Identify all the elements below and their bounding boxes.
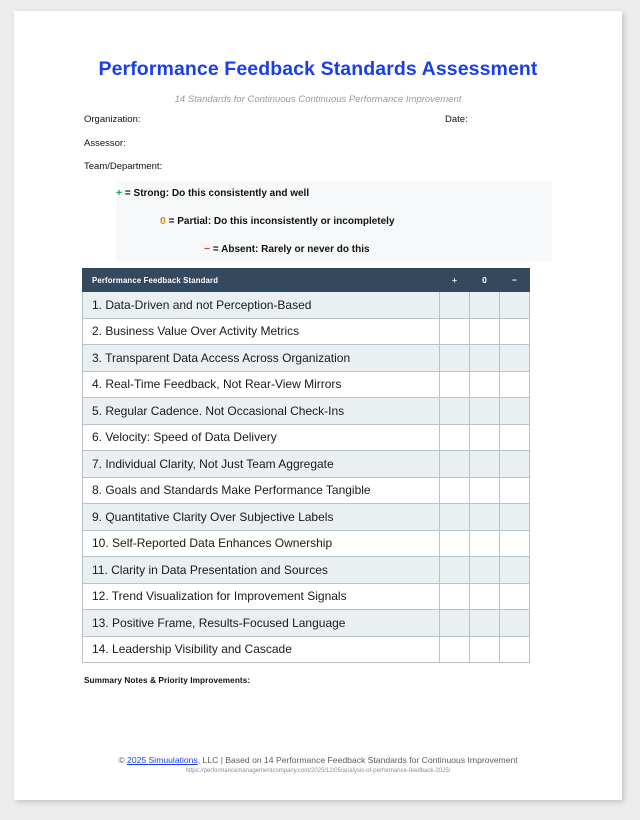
score-cell-absent[interactable] bbox=[500, 583, 530, 610]
standard-label: 8. Goals and Standards Make Performance Tangible bbox=[83, 477, 440, 504]
score-cell-absent[interactable] bbox=[500, 557, 530, 584]
strong-symbol-icon: + bbox=[116, 187, 123, 199]
score-cell-absent[interactable] bbox=[500, 398, 530, 425]
column-header-partial: 0 bbox=[470, 269, 500, 292]
score-cell-partial[interactable] bbox=[470, 530, 500, 557]
standard-label: 12. Trend Visualization for Improvement Signals bbox=[83, 583, 440, 610]
score-cell-partial[interactable] bbox=[470, 477, 500, 504]
table-row bbox=[83, 504, 530, 531]
standard-label: 3. Transparent Data Access Across Organization bbox=[83, 345, 440, 372]
score-cell-absent[interactable] bbox=[500, 424, 530, 451]
standard-label: 6. Velocity: Speed of Data Delivery bbox=[83, 424, 440, 451]
score-cell-partial[interactable] bbox=[470, 345, 500, 372]
table-row bbox=[83, 451, 530, 478]
score-cell-partial[interactable] bbox=[470, 610, 500, 637]
table-row bbox=[83, 477, 530, 504]
standard-label: 11. Clarity in Data Presentation and Sources bbox=[83, 557, 440, 584]
score-cell-strong[interactable] bbox=[440, 530, 470, 557]
score-cell-strong[interactable] bbox=[440, 451, 470, 478]
legend-item-strong bbox=[116, 187, 309, 199]
assessment-table bbox=[82, 268, 530, 663]
standard-label: 7. Individual Clarity, Not Just Team Aggregate bbox=[83, 451, 440, 478]
organization-label: Organization: bbox=[84, 114, 141, 125]
score-cell-absent[interactable] bbox=[500, 610, 530, 637]
score-cell-absent[interactable] bbox=[500, 371, 530, 398]
score-cell-strong[interactable] bbox=[440, 371, 470, 398]
partial-symbol-icon: 0 bbox=[160, 215, 166, 227]
score-cell-absent[interactable] bbox=[500, 451, 530, 478]
absent-symbol-icon: − bbox=[204, 243, 211, 255]
table-row bbox=[83, 292, 530, 319]
date-label: Date: bbox=[445, 114, 468, 125]
page-subtitle: 14 Standards for Continuous Continuous Performance Improvement bbox=[174, 94, 462, 105]
score-cell-strong[interactable] bbox=[440, 557, 470, 584]
standard-label: 9. Quantitative Clarity Over Subjective Labels bbox=[83, 504, 440, 531]
assessor-label: Assessor: bbox=[84, 138, 126, 149]
score-cell-partial[interactable] bbox=[470, 557, 500, 584]
document-page bbox=[14, 11, 622, 800]
table-header-row bbox=[83, 269, 530, 292]
table-row bbox=[83, 398, 530, 425]
table-row bbox=[83, 557, 530, 584]
table-row bbox=[83, 636, 530, 663]
standard-label: 13. Positive Frame, Results-Focused Language bbox=[83, 610, 440, 637]
standard-label: 1. Data-Driven and not Perception-Based bbox=[83, 292, 440, 319]
score-cell-partial[interactable] bbox=[470, 636, 500, 663]
score-cell-strong[interactable] bbox=[440, 636, 470, 663]
page-title: Performance Feedback Standards Assessment bbox=[98, 58, 538, 80]
score-cell-strong[interactable] bbox=[440, 583, 470, 610]
legend-item-partial-text: = Partial: Do this inconsistently or incompletely bbox=[168, 216, 395, 227]
column-header-standard: Performance Feedback Standard bbox=[83, 269, 440, 292]
score-cell-absent[interactable] bbox=[500, 477, 530, 504]
table-row bbox=[83, 371, 530, 398]
score-cell-partial[interactable] bbox=[470, 583, 500, 610]
score-cell-strong[interactable] bbox=[440, 477, 470, 504]
table-row bbox=[83, 424, 530, 451]
standard-label: 10. Self-Reported Data Enhances Ownership bbox=[83, 530, 440, 557]
score-cell-partial[interactable] bbox=[470, 424, 500, 451]
score-cell-partial[interactable] bbox=[470, 451, 500, 478]
footer-copyright-prefix: © bbox=[118, 755, 128, 765]
team-department-label: Team/Department: bbox=[84, 161, 163, 172]
score-cell-strong[interactable] bbox=[440, 398, 470, 425]
table-row bbox=[83, 318, 530, 345]
legend-item-absent-text: = Absent: Rarely or never do this bbox=[212, 244, 370, 255]
score-cell-strong[interactable] bbox=[440, 504, 470, 531]
standard-label: 2. Business Value Over Activity Metrics bbox=[83, 318, 440, 345]
score-cell-strong[interactable] bbox=[440, 424, 470, 451]
column-header-absent: − bbox=[500, 269, 530, 292]
table-row bbox=[83, 345, 530, 372]
legend-item-partial bbox=[160, 215, 395, 227]
score-cell-absent[interactable] bbox=[500, 292, 530, 319]
score-cell-partial[interactable] bbox=[470, 504, 500, 531]
table-row bbox=[83, 610, 530, 637]
score-cell-absent[interactable] bbox=[500, 504, 530, 531]
legend-item-absent bbox=[204, 243, 370, 255]
score-cell-absent[interactable] bbox=[500, 530, 530, 557]
footer-credit bbox=[14, 755, 622, 765]
standard-label: 5. Regular Cadence. Not Occasional Check-Ins bbox=[83, 398, 440, 425]
table-row bbox=[83, 530, 530, 557]
score-cell-partial[interactable] bbox=[470, 318, 500, 345]
table-row bbox=[83, 583, 530, 610]
standard-label: 14. Leadership Visibility and Cascade bbox=[83, 636, 440, 663]
score-cell-strong[interactable] bbox=[440, 318, 470, 345]
column-header-strong: + bbox=[440, 269, 470, 292]
standard-label: 4. Real-Time Feedback, Not Rear-View Mirrors bbox=[83, 371, 440, 398]
score-cell-partial[interactable] bbox=[470, 398, 500, 425]
score-cell-absent[interactable] bbox=[500, 345, 530, 372]
scoring-legend bbox=[116, 181, 552, 261]
score-cell-strong[interactable] bbox=[440, 292, 470, 319]
footer-company-link[interactable]: 2025 Simuulations bbox=[127, 755, 198, 765]
score-cell-partial[interactable] bbox=[470, 292, 500, 319]
score-cell-strong[interactable] bbox=[440, 345, 470, 372]
score-cell-absent[interactable] bbox=[500, 318, 530, 345]
score-cell-strong[interactable] bbox=[440, 610, 470, 637]
score-cell-absent[interactable] bbox=[500, 636, 530, 663]
footer-source-url: https://performancemanagementcompany.com/2025/12/05/analysis-of-performance-feedback-2025/ bbox=[185, 768, 451, 774]
legend-item-strong-text: = Strong: Do this consistently and well bbox=[124, 188, 310, 199]
summary-notes-label: Summary Notes & Priority Improvements: bbox=[84, 676, 251, 685]
score-cell-partial[interactable] bbox=[470, 371, 500, 398]
footer-copyright-suffix: , LLC | Based on 14 Performance Feedback Standards for Continuous Improvement bbox=[197, 755, 518, 765]
